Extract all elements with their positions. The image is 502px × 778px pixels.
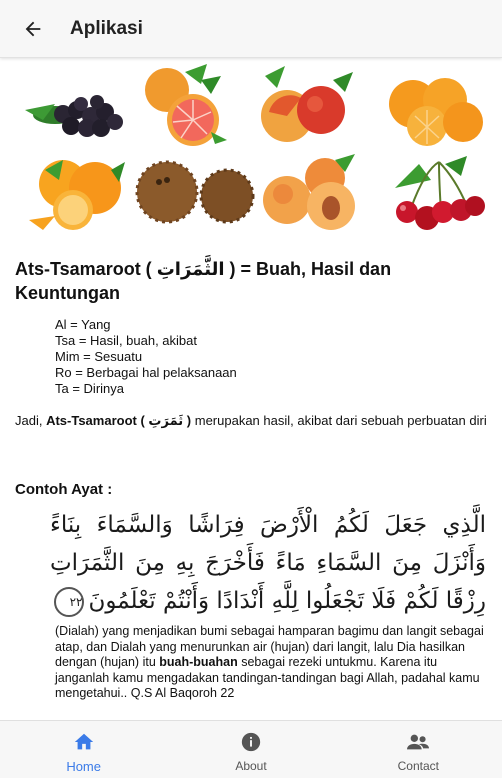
heading-meaning: ) = Buah, Hasil dan Keuntungan	[15, 259, 392, 303]
home-icon	[73, 731, 95, 753]
oranges-image	[29, 160, 125, 230]
back-button[interactable]	[8, 0, 58, 58]
bottom-navigation	[0, 720, 502, 778]
nav-contact-label: Contact	[397, 759, 439, 773]
content-area[interactable]	[0, 58, 502, 720]
letter-definition-list	[55, 317, 237, 397]
mandarin-oranges-image	[389, 78, 483, 146]
nav-home-label: Home	[66, 759, 101, 774]
nectarines-image	[261, 66, 353, 142]
translation-text-2: sebagai rezeki untukmu. Karena itu janganlah kamu mengadakan tandingan-tandingan bagi Allah, padahal kamu mengetahui.. Q.S Al Baqoroh 22	[55, 655, 480, 700]
list-item: Ta = Dirinya	[55, 381, 124, 396]
arrow-back-icon	[22, 18, 44, 40]
contoh-ayat-heading: Contoh Ayat :	[15, 481, 113, 498]
conclusion-paragraph	[15, 411, 489, 430]
translation-highlight: buah-buahan	[159, 655, 238, 669]
apricots-image	[263, 154, 355, 230]
contacts-icon	[406, 731, 430, 753]
cherries-image	[395, 156, 485, 230]
app-bar	[0, 0, 502, 58]
nav-about-label: About	[235, 759, 267, 773]
coconuts-image	[137, 162, 253, 222]
article-heading	[15, 257, 485, 305]
conclusion-term: Ats-Tsamaroot (	[46, 413, 145, 428]
conclusion-prefix: Jadi,	[15, 413, 47, 428]
heading-arabic: الثَّمَرَاتِ	[156, 259, 225, 279]
nav-home[interactable]	[0, 721, 167, 778]
verse-number-marker: ٢٢	[54, 587, 84, 617]
heading-term: Ats-Tsamaroot (	[15, 259, 152, 279]
list-item: Tsa = Hasil, buah, akibat	[55, 333, 197, 348]
conclusion-text: merupakan hasil, akibat dari sebuah perbuatan diri	[191, 413, 487, 428]
translation-text-1: (Dialah) yang menjadikan bumi sebagai hamparan bagimu dan langit sebagai atap, dan Dialah yang menurunkan air (hujan) dari langit, lalu Dia hasilkan dengan (hujan) itu	[55, 624, 484, 669]
verse-translation	[55, 624, 487, 702]
fruit-image-grid	[15, 60, 487, 236]
page-title: Aplikasi	[70, 17, 143, 39]
list-item: Mim = Sesuatu	[55, 349, 143, 364]
quran-verse	[50, 506, 486, 620]
nav-about[interactable]	[167, 721, 334, 778]
list-item: Ro = Berbagai hal pelaksanaan	[55, 365, 237, 380]
nav-contact[interactable]	[335, 721, 502, 778]
info-icon	[240, 731, 262, 753]
grapefruit-image	[145, 64, 227, 146]
conclusion-arabic: ثَمَرَتِ	[148, 413, 184, 428]
list-item: Al = Yang	[55, 317, 111, 332]
conclusion-term-close: )	[186, 413, 192, 428]
verse-text: الَّذِي جَعَلَ لَكُمُ الْأَرْضَ فِرَاشًا وَالسَّمَاءَ بِنَاءً وَأَنْزَلَ مِنَ السَّمَاءِ مَاءً فَأَخْرَجَ بِهِ مِنَ الثَّمَرَاتِ رِزْقًا لَكُمْ فَلَا تَجْعَلُوا لِلَّهِ أَنْدَادًا وَأَنْتُمْ تَعْلَمُونَ	[50, 512, 486, 614]
blackberries-image	[25, 95, 123, 137]
